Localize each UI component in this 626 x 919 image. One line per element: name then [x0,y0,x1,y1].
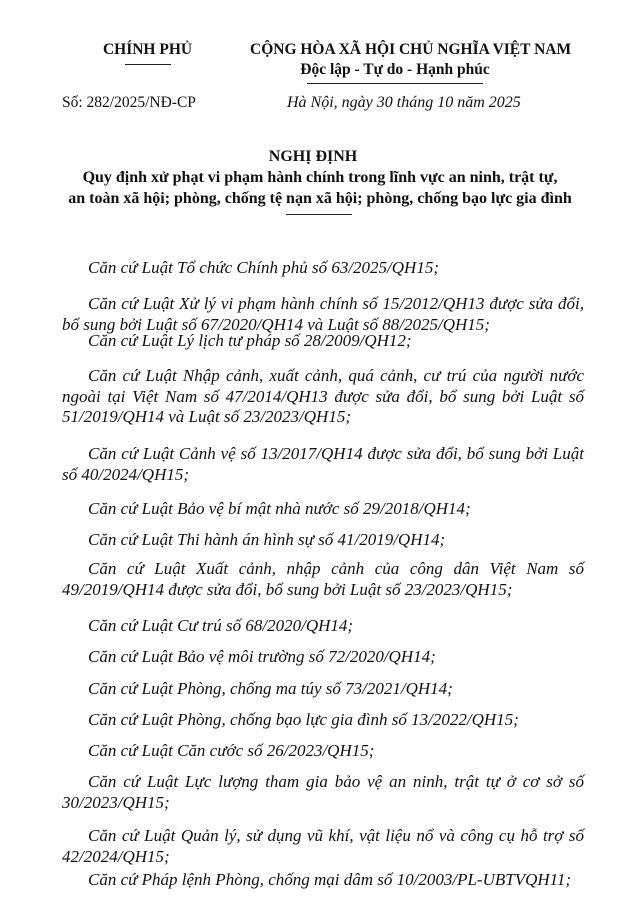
legal-basis-paragraph: Căn cứ Luật Cư trú số 68/2020/QH14; [88,616,354,635]
subject-line-1: Quy định xử phạt vi phạm hành chính trong lĩnh vực an ninh, trật tự, [82,169,558,186]
legal-basis-paragraph: Căn cứ Luật Xử lý vi phạm hành chính số 15/2012/QH13 được sửa đổi, bổ sung bởi Luật số 67/2020/QH14 và Luật số 88/2025/QH15; [62,294,584,334]
legal-basis-paragraph: Căn cứ Luật Nhập cảnh, xuất cảnh, quá cảnh, cư trú của người nước ngoài tại Việt Nam số 47/2014/QH13 được sửa đổi, bổ sung bởi Luật số 51/2019/QH14 và Luật số 23/2023/QH15; [62,366,584,426]
place-and-date: Hà Nội, ngày 30 tháng 10 năm 2025 [287,94,521,111]
document-number: Số: 282/2025/NĐ-CP [62,94,196,111]
legal-basis-paragraph: Căn cứ Luật Lý lịch tư pháp số 28/2009/QH12; [88,331,412,350]
legal-basis-paragraph: Căn cứ Luật Tổ chức Chính phủ số 63/2025/QH15; [88,258,439,277]
legal-basis-paragraph: Căn cứ Luật Phòng, chống ma túy số 73/2021/QH14; [88,679,453,698]
legal-basis-paragraph: Căn cứ Luật Cảnh vệ số 13/2017/QH14 được sửa đổi, bổ sung bởi Luật số 40/2024/QH15; [62,444,584,484]
national-motto: Độc lập - Tự do - Hạnh phúc [300,61,490,78]
legal-basis-paragraph: Căn cứ Luật Bảo vệ bí mật nhà nước số 29/2018/QH14; [88,499,471,518]
legal-basis-paragraph: Căn cứ Pháp lệnh Phòng, chống mại dâm số 10/2003/PL-UBTVQH11; [88,870,572,889]
legal-basis-paragraph: Căn cứ Luật Lực lượng tham gia bảo vệ an ninh, trật tự ở cơ sở số 30/2023/QH15; [62,772,584,812]
issuing-agency: CHÍNH PHỦ [102,41,193,58]
country-name: CỘNG HÒA XÃ HỘI CHỦ NGHĨA VIỆT NAM [250,41,572,58]
legal-basis-paragraph: Căn cứ Luật Quản lý, sử dụng vũ khí, vật liệu nổ và công cụ hỗ trợ số 42/2024/QH15; [62,826,584,866]
subject-line-2: an toàn xã hội; phòng, chống tệ nạn xã hội; phòng, chống bạo lực gia đình [68,190,572,207]
legal-basis-paragraph: Căn cứ Luật Xuất cảnh, nhập cảnh của công dân Việt Nam số 49/2019/QH14 được sửa đổi, bổ sung bởi Luật số 23/2023/QH15; [62,559,584,599]
legal-basis-paragraph: Căn cứ Luật Phòng, chống bạo lực gia đình số 13/2022/QH15; [88,710,519,729]
document-subject [40,167,600,209]
agency-underline [125,64,171,65]
national-title-block [250,40,572,84]
subject-underline [286,214,352,215]
document-type: NGHỊ ĐỊNH [268,148,358,165]
legal-basis-paragraph: Căn cứ Luật Căn cước số 26/2023/QH15; [88,741,375,760]
legal-basis-paragraph: Căn cứ Luật Thi hành án hình sự số 41/2019/QH14; [88,530,446,549]
issuing-agency-block [100,40,195,65]
motto-underline [307,83,483,84]
legal-basis-paragraph: Căn cứ Luật Bảo vệ môi trường số 72/2020/QH14; [88,647,436,666]
